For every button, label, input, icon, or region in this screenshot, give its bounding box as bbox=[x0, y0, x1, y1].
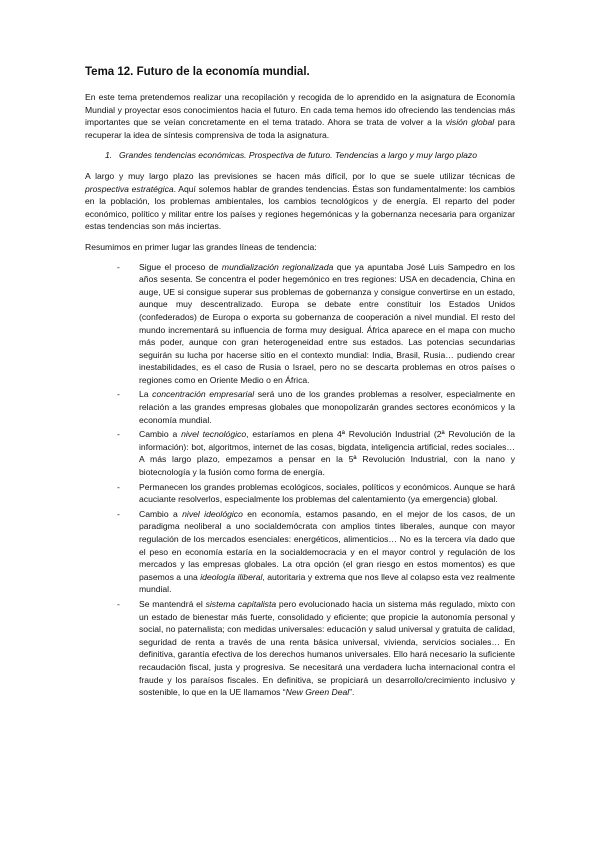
bullet-text: Permanecen los grandes problemas ecológicos, sociales, políticos y económicos. Aunque se hará acuciante resolverlos, especialmente los problemas del calentamiento (ya emergencia) global. bbox=[139, 481, 515, 505]
bullet-emphasis: mundialización regionalizada bbox=[221, 261, 334, 272]
bullet-dash: - bbox=[117, 508, 120, 519]
bullet-text-part: Se mantendrá el bbox=[139, 598, 206, 609]
section-heading bbox=[105, 149, 515, 162]
bullet-emphasis: nivel tecnológico bbox=[181, 429, 247, 440]
bullet-text-part: pero evolucionado hacia un sistema más regulado, mixto con un estado de bienestar más fuerte, consolidado y eficiente; que propicie la autonomía personal y social, no paternalista; con medidas universales: educación y salud universal y gratuita de calidad, seguridad de renta a través de una renta básica universal, vivienda, servicios sociales… En definitiva, garantía efectiva de los derechos humanos universales. Ello hará necesario la suficiente recaudación fiscal, justa y progresiva. Se necesitará una verdadera lucha internacional contra el fraude y los paraísos fiscales. En definitiva, se propiciará un desarrollo/crecimiento inclusivo y sostenible, lo que en la UE llamamos “ bbox=[139, 598, 515, 698]
bullet-item bbox=[117, 261, 515, 387]
page-title: Tema 12. Futuro de la economía mundial. bbox=[85, 66, 310, 78]
para1-text: A largo y muy largo plazo las previsiones se hacen más difícil, por lo que se suele utilizar técnicas de bbox=[85, 170, 515, 181]
document-page bbox=[85, 66, 515, 701]
bullet-emphasis: sistema capitalista bbox=[205, 598, 277, 609]
bullet-dash: - bbox=[117, 598, 120, 609]
section-title-b: . Tendencias a largo y muy largo plazo bbox=[330, 150, 477, 161]
section-title bbox=[119, 149, 477, 162]
bullet-dash: - bbox=[117, 481, 120, 492]
bullet-item bbox=[117, 481, 515, 506]
bullet-text bbox=[139, 428, 515, 478]
bullet-text bbox=[139, 388, 515, 426]
para1-emphasis: prospectiva estratégica bbox=[85, 183, 174, 194]
bullet-dash: - bbox=[117, 261, 120, 272]
bullet-emphasis: concentración empresarial bbox=[152, 389, 255, 400]
intro-emphasis: visión global bbox=[445, 117, 495, 128]
bullet-text-part: ”. bbox=[349, 687, 355, 698]
section-title-a: Grandes tendencias económicas. Prospectiva de futuro bbox=[119, 150, 331, 161]
bullet-text-part: será uno de los grandes problemas a resolver, especialmente en relación a las grandes empresas globales que monopolizarán grandes sectores económicos y la economía mundial. bbox=[139, 389, 515, 425]
paragraph-prospectiva bbox=[85, 170, 515, 233]
bullet-text-part: La bbox=[139, 389, 153, 400]
bullet-text-part: Cambio a bbox=[139, 429, 182, 440]
bullet-item bbox=[117, 388, 515, 426]
bullet-text bbox=[139, 598, 515, 699]
bullet-text-part: en economía, estamos pasando, en el mejor de los casos, de un paradigma neoliberal a uno socialdemócrata con amplios tintes liberales, aunque con mayor regulación de los mercados esenciales: energéticos, alimenticios… No es la tercera vía dado que el peso en economía estaría en la socialdemocracia y en el mayor control y regulación de los mercados y las empresas globales. La otra opción (el gran riesgo en estos momentos) es que pasemos a una bbox=[139, 508, 516, 582]
section-number: 1. bbox=[105, 150, 113, 161]
bullet-dash: - bbox=[117, 429, 120, 440]
bullet-text-part: Sigue el proceso de bbox=[139, 261, 222, 272]
bullet-item bbox=[117, 598, 515, 699]
bullet-dash: - bbox=[117, 389, 120, 400]
bullet-item bbox=[117, 508, 515, 596]
intro-paragraph bbox=[85, 91, 515, 141]
intro-text: En este tema pretendemos realizar una recopilación y recogida de lo aprendido en la asignatura de Economía Mundial y proyectar esos conocimientos hacia el futuro. En cada tema hemos ido ofreciendo las tendencias más importantes que se veían concretamente en el tema tratado. Ahora se trata de volver a la bbox=[85, 92, 515, 128]
lead-paragraph: Resumimos en primer lugar las grandes líneas de tendencia: bbox=[85, 241, 317, 252]
bullet-text-part: , estaríamos en plena 4ª Revolución Industrial (2ª Revolución de la información): bot, algoritmos, internet de las cosas, bigdata, inteligencia artificial, redes sociales… A más largo plazo, empezamos a pensar en la 5ª Revolución Industrial, con la nano y biotecnología y la fusión como forma de energía. bbox=[139, 429, 515, 478]
bullet-emphasis: New Green Deal bbox=[285, 687, 350, 698]
bullet-text-part: que ya apuntaba José Luis Sampedro en los años sesenta. Se concentra el poder hegemónico en tres regiones: USA en decadencia, China en auge, UE si consigue superar sus problemas de gobernanza y consigue convertirse en un estado, aunque muy descentralizado. Europa se debate entre constituir los Estados Unidos (confederados) de Europa o exporta su gobernanza de cooperación a nivel mundial. El resto del mundo incrementará su influencia de forma muy desigual. África aparece en el mapa con mucho más poder, aunque con gran heterogeneidad entre sus estados. Las potencias secundarias seguirán su lucha por hacerse sitio en el contexto mundial: India, Brasil, Rusia… pudiendo crear inestabilidades, es el caso de Rusia o Israel, pero no se descarta problemas en otros países o regiones como en Oriente Medio o en África. bbox=[139, 261, 515, 385]
bullet-text-part: , autoritaria y extrema que nos lleve al colapso esta vez realmente mundial. bbox=[139, 571, 516, 595]
bullet-emphasis: ideología iliberal bbox=[200, 571, 263, 582]
bullet-text bbox=[139, 261, 515, 387]
para1-text-end: . Aquí solemos hablar de grandes tendencias. Éstas son fundamentalmente: los cambios en la población, los problemas ambientales, los cambios tecnológicos y de energía. El reparto del poder económico, político y militar entre los países y regiones hegemónicas y la gobernanza necesaria para organizar estas tendencias son más inciertas. bbox=[85, 183, 515, 232]
intro-text-end: para recuperar la idea de síntesis comprensiva de toda la asignatura. bbox=[85, 117, 516, 140]
bullet-text bbox=[139, 508, 515, 596]
bullet-emphasis: nivel ideológico bbox=[182, 508, 243, 519]
bullet-text-part: Cambio a bbox=[139, 508, 183, 519]
bullet-item bbox=[117, 428, 515, 478]
